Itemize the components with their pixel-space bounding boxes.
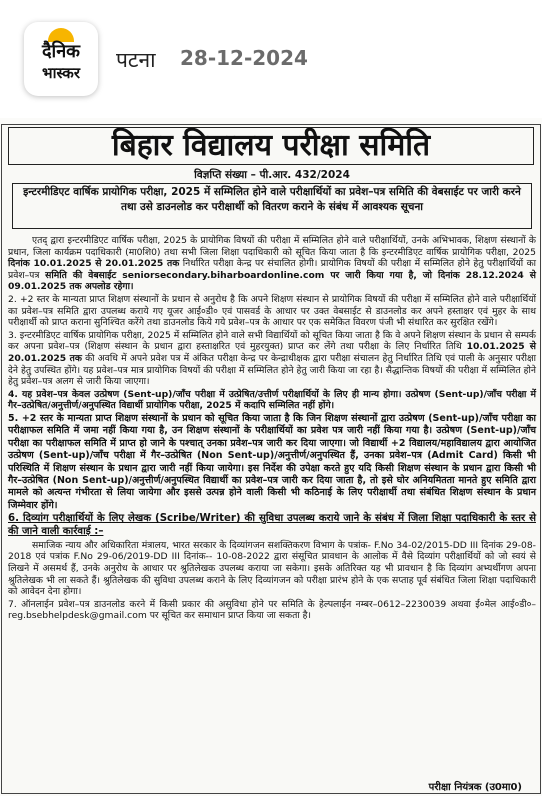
paragraph-1: एतद् द्वारा इन्टरमीडिएट वार्षिक परीक्षा, 2025 के प्रायोगिक विषयों की परीक्षा में सम्मिलित होने वाले परीक्षार्थियों, उनके अभिभावक, शिक्षण संस्थानों के प्रधान, जिला कार्यक्रम पदाधिकारी (मा0शि0) तथा सभी जिला शिक्षा पदाधिकारी को सूचित किया जाता है कि इन्टरमीडिएट वार्षिक प्रायोगिक परीक्षा, 2025 दिनांक 10.01.2025 से 20.01.2025 तक निर्धारित परीक्षा केन्द्र पर संचालित होगी। प्रायोगिक विषयों की परीक्षा में सम्मिलित होने हेतु परीक्षार्थियों का प्रवेश–पत्र समिति की वेबसाईट seniorsecondary.biharboardonline.com पर जारी किया गया है, जो दिनांक 28.12.2024 से 09.01.2025 तक अपलोड रहेगा। (8, 235, 536, 293)
paragraph-6-heading: 6. दिव्यांग परीक्षार्थियों के लिए लेखक (Scribe/Writer) की सुविधा उपलब्ध कराये जाने के संबंध में जिला शिक्षा पदाधिकारी के स्तर से की जाने वाली कार्रवाई :– (8, 513, 536, 537)
newspaper-clipping (1, 124, 541, 794)
paragraph-5: 5. +2 स्तर के मान्यता प्राप्त शिक्षण संस्थानों के प्रधान को सूचित किया जाता है कि जिन शिक्षण संस्थानों द्वारा उत्प्रेषण (Sent-up)/जाँच परीक्षा का परीक्षाफल समिति में जमा नहीं किया गया है, उन शिक्षण संस्थानों के परीक्षार्थियों का प्रवेश पत्र जारी नहीं किया गया है। उत्प्रेषण (Sent-up)/जाँच परीक्षा का परीक्षाफल समिति में प्राप्त हो जाने के पश्चात् उनका प्रवेश–पत्र जारी कर दिया जाएगा। जो विद्यार्थी +2 विद्यालय/महाविद्यालय द्वारा आयोजित उत्प्रेषण (Sent-up)/जाँच परीक्षा में गैर–उत्प्रेषित (Non Sent-up)/अनुत्तीर्ण/अनुपस्थित हैं, उनका प्रवेश–पत्र (Admit Card) किसी भी परिस्थिति में शिक्षण संस्थान के प्रधान द्वारा जारी नहीं किया जायेगा। इस निर्देश की उपेक्षा करते हुए यदि किसी शिक्षण संस्थान के प्रधान द्वारा किसी भी गैर–उत्प्रेषित (Non Sent-up)/अनुत्तीर्ण/अनुपस्थित विद्यार्थी का प्रवेश–पत्र जारी कर दिया जाता है, तो इसे घोर अनियमितता मानते हुए समिति द्वारा मामले को अत्यन्त गंभीरता से लिया जायेगा और इससे उत्पन्न होने वाली किसी भी कठिनाई के लिए परीक्षार्थी तथा संबंधित शिक्षण संस्थान के प्रधान जिम्मेवार होंगे। (8, 412, 536, 511)
notice-number: विज्ञप्ति संख्या – पी.आर. 432/2024 (194, 169, 350, 181)
sun-icon (48, 28, 74, 42)
date-label: 28-12-2024 (180, 46, 308, 70)
notice-subject: इन्टरमीडिएट वार्षिक प्रायोगिक परीक्षा, 2025 में सम्मिलित होने वाले परीक्षार्थियों का प्रवेश–पत्र समिति की वेबसाईट पर जारी करने तथा उसे डाउनलोड कर परीक्षार्थी को वितरण कराने के संबंध में आवश्यक सूचना (12, 183, 532, 229)
signature: परीक्षा नियंत्रक (उ0मा0) (428, 782, 522, 793)
logo-text-dainik: दैनिक (41, 41, 81, 62)
notice-body (8, 235, 536, 623)
paragraph-6-body: समाजिक न्याय और अधिकारिता मंत्रालय, भारत सरकार के दिव्यांगजन सशक्तिकरण विभाग के पत्रांक- F.No 34-02/2015-DD III दिनांक 29-08-2018 एवं पत्रांक F.No 29-06/2019-DD III दिनांक-- 10-08-2022 द्वारा संसूचित प्रावधान के आलोक में वैसे दिव्यांग परीक्षार्थियों को जो स्वयं से लिखने में असमर्थ हैं, उनके अनुरोध के आधार पर श्रुतिलेखक उपलब्ध कराया जा सकेगा। इसके अतिरिक्त यह भी प्रावधान है कि दिव्यांग अभ्यर्थीगण अपना श्रुतिलेखक भी ला सकते हैं। श्रुतिलेखक की सुविधा उपलब्ध कराने के लिए दिव्यांगजन को परीक्षा प्रारंभ होने के एक सप्ताह पूर्व संबंधित जिला शिक्षा पदाधिकारी को आवेदन देना होगा। (8, 539, 536, 598)
news-header (0, 0, 542, 118)
paragraph-7: 7. ऑनलाईन प्रवेश–पत्र डाउनलोड करने में किसी प्रकार की असुविधा होने पर समिति के हेल्पलाईन नम्बर–0612–2230039 अथवा ई०मेल आई०डी०– reg.bsebhelpdesk@gmail.com पर सूचित कर समाधान प्राप्त किया जा सकता है। (8, 598, 536, 622)
logo-text-bhaskar: भास्कर (42, 64, 80, 82)
paragraph-4: 4. यह प्रवेश–पत्र केवल उत्प्रेषण (Sent-up)/जाँच परीक्षा में उत्प्रेषित/उत्तीर्ण परीक्षार्थियों के लिए ही मान्य होगा। उत्प्रेषण (Sent-up)/जाँच परीक्षा में गैर–उत्प्रेषित/अनुत्तीर्ण/अनुपस्थित विद्यार्थी प्रायोगिक परीक्षा, 2025 में कदापि सम्मिलित नहीं होंगे। (8, 388, 536, 412)
city-label: पटना (116, 48, 156, 72)
paragraph-2: 2. +2 स्तर के मान्यता प्राप्त शिक्षण संस्थानों के प्रधान से अनुरोध है कि अपने शिक्षण संस्थान से प्रायोगिक विषयों की परीक्षा में सम्मिलित होने वाले परीक्षार्थियों का प्रवेश–पत्र समिति द्वारा उपलब्ध कराये गए यूजर आई०डी० एवं पासवर्ड के आधार पर उक्त वेबसाईट से डाउनलोड कर अपने हस्ताक्षर एवं मुहर के साथ परीक्षार्थी को प्राप्त कराना सुनिश्चित करेंगे तथा डाउनलोड किये गये प्रवेश–पत्र के आधार पर एक समेकित विवरण पंजी भी संधारित कर सुरक्षित रखेंगे। (8, 293, 536, 329)
notice-title: बिहार विद्यालय परीक्षा समिति (8, 127, 534, 165)
paragraph-3: 3. इन्टरमीडिएट वार्षिक प्रायोगिक परीक्षा, 2025 में सम्मिलित होने वाले सभी विद्यार्थियों को सूचित किया जाता है कि वे अपने शिक्षण संस्थान के प्रधान से सम्पर्क कर अपना प्रवेश–पत्र (शिक्षण संस्थान के प्रधान द्वारा हस्ताक्षरित एवं मुहरयुक्त) प्राप्त कर लेंगे तथा परीक्षा के लिए निर्धारित तिथि 10.01.2025 से 20.01.2025 तक की अवधि में अपने प्रवेश पत्र में अंकित परीक्षा केन्द्र पर केन्द्राधीक्षक द्वारा परीक्षा संचालन हेतु निर्धारित तिथि एवं पाली के अनुसार परीक्षा देने हेतु उपस्थित होंगे। यह प्रवेश–पत्र मात्र प्रायोगिक विषयों की परीक्षा में सम्मिलित होने हेतु जारी किया जा रहा है। सैद्धान्तिक विषयों की परीक्षा में सम्मिलित होने हेतु प्रवेश–पत्र अलग से जारी किया जाएगा। (8, 329, 537, 388)
dainik-bhaskar-logo[interactable] (24, 22, 98, 96)
